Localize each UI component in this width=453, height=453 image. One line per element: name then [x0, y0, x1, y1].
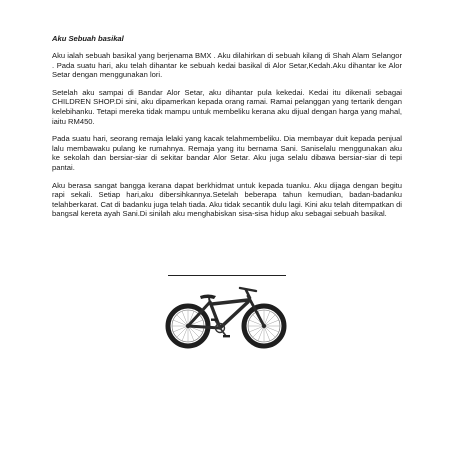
document-title: Aku Sebuah basikal — [52, 34, 124, 43]
document-body — [52, 34, 402, 227]
horizontal-divider — [168, 275, 286, 276]
paragraph-2: Setelah aku sampai di Bandar Alor Setar, aku dihantar pula kekedai. Kedai itu dikenali sebagai CHILDREN SHOP.Di sini, aku dipamerkan kepada orang ramai. Ramai pelanggan yang tertarik dengan kelebihanku. Tetapi mereka tidak mampu untuk membeliku kerana aku dijual dengan harga yang mahal, iaitu RM450. — [52, 87, 402, 126]
paragraph-3: Pada suatu hari, seorang remaja lelaki yang kacak telahmembeliku. Dia membayar duit kepada penjual lalu membawaku pulang ke rumahnya. Remaja yang itu bernama Sani. Saniselalu menggunakan aku ke sekolah dan bersiar-siar di sekitar bandar Alor Setar. Aku juga selalu dibawa bersiar-siar di tepi pantai. — [52, 134, 402, 172]
paragraph-1: Aku ialah sebuah basikal yang berjenama BMX . Aku dilahirkan di sebuah kilang di Shah Alam Selangor . Pada suatu hari, aku telah dihantar ke sebuah kedai basikal di Alor Setar,Kedah.Aku dihantar ke Alor Setar dengan menggunakan lori. — [52, 51, 402, 80]
bmx-bicycle-image — [160, 282, 292, 350]
paragraph-4: Aku berasa sangat bangga kerana dapat berkhidmat untuk kepada tuanku. Aku dijaga dengan begitu rapi sekali. Setiap hari,aku dibersihkannya.Setelah beberapa tahun kemudian, badan-badanku telahberkarat. Cat di badanku juga telah tiada. Aku tidak secantik dulu lagi. Kini aku telah ditempatkan di bangsal kereta ayah Sani.Di sinilah aku menghabiskan sisa-sisa hidup aku sebagai sebuah basikal. — [52, 180, 402, 219]
seat — [200, 295, 216, 300]
